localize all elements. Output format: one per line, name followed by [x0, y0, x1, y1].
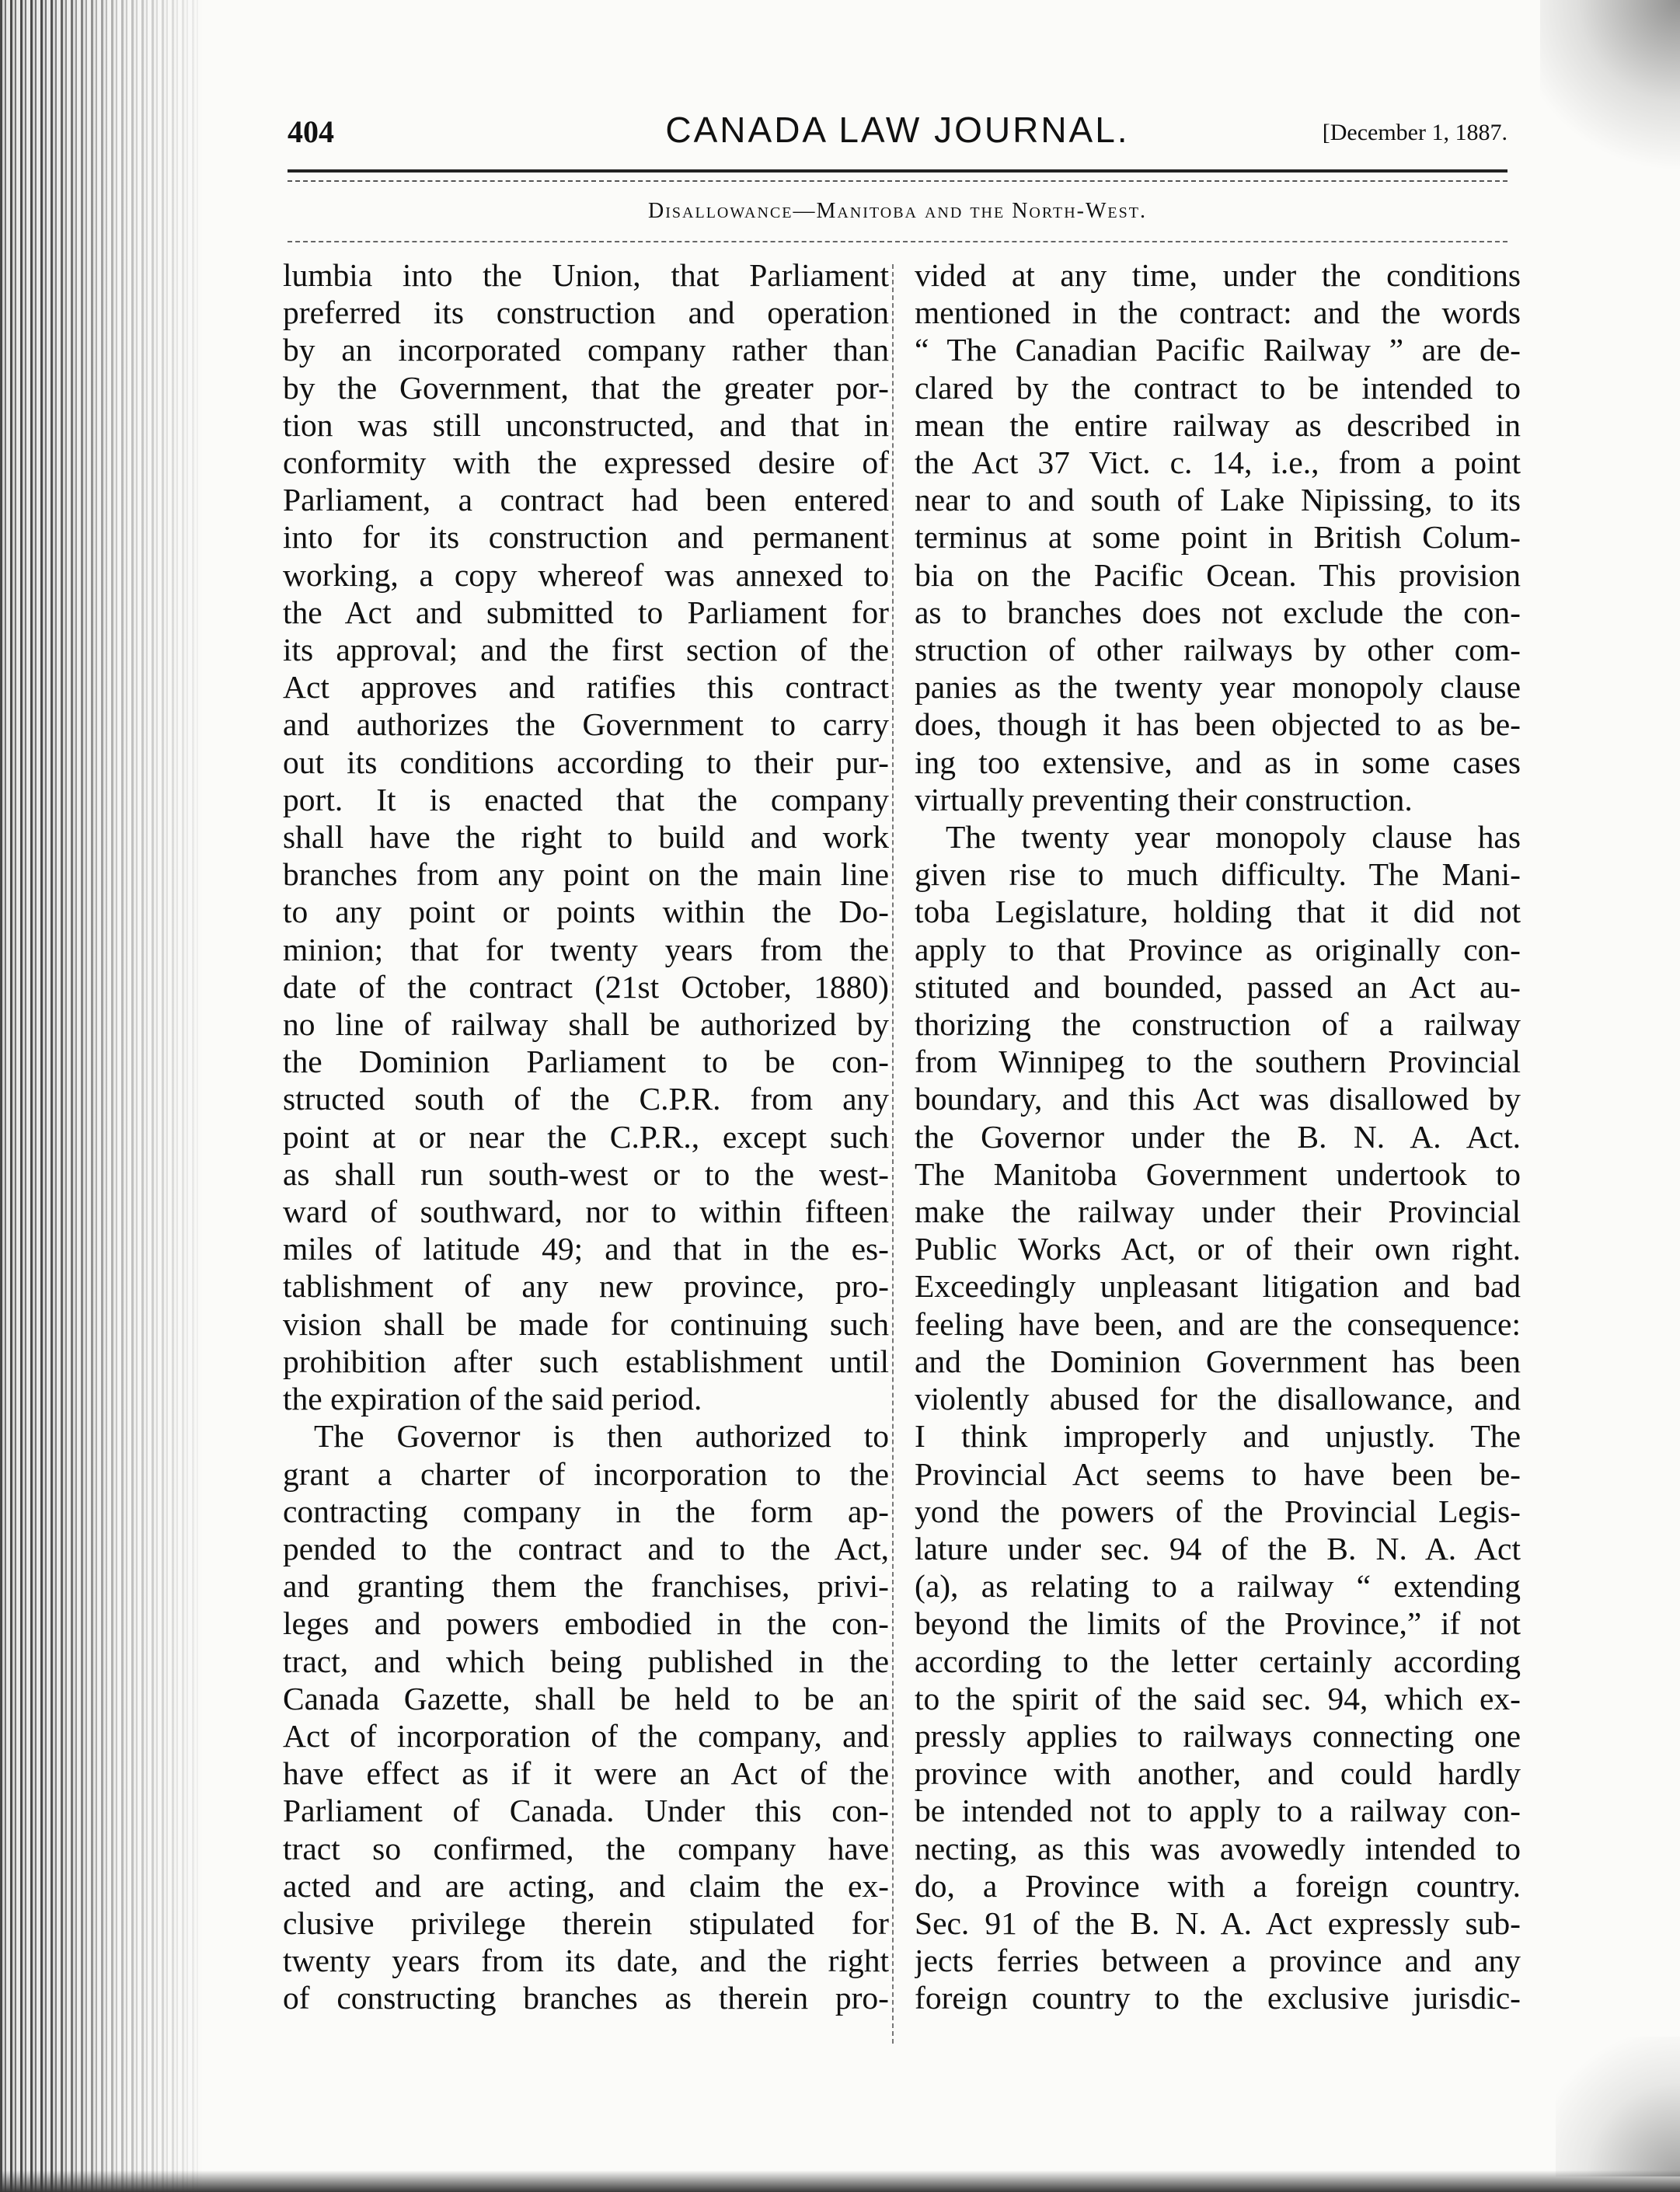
text-line: toba Legislature, holding that it did not: [915, 894, 1521, 930]
corner-scan-noise: [1540, 0, 1680, 179]
text-line: and granting them the franchises, privi-: [283, 1568, 889, 1605]
text-line: bia on the Pacific Ocean. This provision: [915, 556, 1521, 593]
text-line: branches from any point on the main line: [283, 856, 889, 893]
text-line: Exceedingly unpleasant litigation and bad: [915, 1268, 1521, 1305]
text-line: working, a copy whereof was annexed to: [283, 556, 889, 593]
text-line: and the Dominion Government has been: [915, 1343, 1521, 1379]
text-line: thorizing the construction of a railway: [915, 1006, 1521, 1043]
text-line: leges and powers embodied in the con-: [283, 1605, 889, 1642]
text-line: violently abused for the disallowance, and: [915, 1381, 1521, 1417]
text-line: Canada Gazette, shall be held to be an: [283, 1680, 889, 1716]
text-line: do, a Province with a foreign country.: [915, 1867, 1521, 1904]
journal-title: CANADA LAW JOURNAL.: [665, 110, 1130, 150]
text-line: structed south of the C.P.R. from any: [283, 1081, 889, 1117]
section-title: Disallowance—Manitoba and the North-West.: [648, 199, 1147, 223]
right-column: [915, 256, 1521, 2017]
text-line: panies as the twenty year monopoly clause: [915, 669, 1521, 706]
text-line: stituted and bounded, passed an Act au-: [915, 968, 1521, 1005]
text-line: province with another, and could hardly: [915, 1755, 1521, 1792]
text-line: and authorizes the Government to carry: [283, 706, 889, 743]
text-line: clusive privilege therein stipulated for: [283, 1904, 889, 1941]
text-line: date of the contract (21st October, 1880): [283, 968, 889, 1005]
text-line: tract, and which being published in the: [283, 1643, 889, 1679]
running-header: [288, 109, 1507, 163]
text-line: miles of latitude 49; and that in the es-: [283, 1231, 889, 1267]
text-line: its approval; and the first section of the: [283, 632, 889, 668]
text-line: Public Works Act, or of their own right.: [915, 1231, 1521, 1267]
page-bottom-edge: [0, 2170, 1680, 2192]
text-line: of constructing branches as therein pro-: [283, 1980, 889, 2016]
text-line: ward of southward, nor to within fifteen: [283, 1194, 889, 1230]
section-rule: [288, 241, 1507, 242]
text-line: Act of incorporation of the company, and: [283, 1717, 889, 1754]
text-line: lumbia into the Union, that Parliament: [283, 257, 889, 293]
corner-scan-noise-bottom: [1556, 2037, 1680, 2176]
text-line: as shall run south-west or to the west-: [283, 1155, 889, 1192]
header-rule: [288, 169, 1507, 182]
text-line: no line of railway shall be authorized by: [283, 1006, 889, 1043]
text-line: The twenty year monopoly clause has: [946, 819, 1521, 856]
text-line: port. It is enacted that the company: [283, 781, 889, 817]
text-line: prohibition after such establishment until: [283, 1343, 889, 1379]
text-line: the Act and submitted to Parliament for: [283, 594, 889, 630]
text-line: Sec. 91 of the B. N. A. Act expressly sub-: [915, 1904, 1521, 1941]
text-line: struction of other railways by other com-: [915, 632, 1521, 668]
text-line: Parliament of Canada. Under this con-: [283, 1793, 889, 1829]
text-line: as to branches does not exclude the con-: [915, 594, 1521, 630]
text-line: clared by the contract to be intended to: [915, 369, 1521, 406]
text-line: The Manitoba Government undertook to: [915, 1155, 1521, 1192]
text-line: pressly applies to railways connecting one: [915, 1717, 1521, 1754]
text-line: apply to that Province as originally con-: [915, 931, 1521, 967]
text-line: the Act 37 Vict. c. 14, i.e., from a point: [915, 444, 1521, 481]
text-line: ing too extensive, and as in some cases: [915, 744, 1521, 780]
text-line: tablishment of any new province, pro-: [283, 1268, 889, 1305]
text-line: acted and are acting, and claim the ex-: [283, 1867, 889, 1904]
text-line: given rise to much difficulty. The Mani-: [915, 856, 1521, 893]
text-line: tract so confirmed, the company have: [283, 1830, 889, 1866]
text-line: near to and south of Lake Nipissing, to its: [915, 482, 1521, 518]
text-line: beyond the limits of the Province,” if not: [915, 1605, 1521, 1642]
text-line: (a), as relating to a railway “ extending: [915, 1568, 1521, 1605]
text-line: the Governor under the B. N. A. Act.: [915, 1118, 1521, 1155]
text-line: tion was still unconstructed, and that in: [283, 406, 889, 443]
text-line: the expiration of the said period.: [283, 1381, 702, 1417]
text-line: from Winnipeg to the southern Provincial: [915, 1044, 1521, 1080]
text-line: have effect as if it were an Act of the: [283, 1755, 889, 1792]
text-line: necting, as this was avowedly intended to: [915, 1830, 1521, 1866]
text-line: grant a charter of incorporation to the: [283, 1455, 889, 1492]
text-line: foreign country to the exclusive jurisdic-: [915, 1980, 1521, 2016]
text-line: Provincial Act seems to have been be-: [915, 1455, 1521, 1492]
text-line: preferred its construction and operation: [283, 294, 889, 331]
text-line: to any point or points within the Do-: [283, 894, 889, 930]
text-line: be intended not to apply to a railway con-: [915, 1793, 1521, 1829]
text-line: feeling have been, and are the consequence:: [915, 1305, 1521, 1342]
text-line: conformity with the expressed desire of: [283, 444, 889, 481]
text-line: out its conditions according to their pur-: [283, 744, 889, 780]
text-line: lature under sec. 94 of the B. N. A. Act: [915, 1530, 1521, 1566]
text-line: shall have the right to build and work: [283, 819, 889, 856]
text-line: terminus at some point in British Colum-: [915, 519, 1521, 556]
text-line: to the spirit of the said sec. 94, which ex-: [915, 1680, 1521, 1716]
text-line: twenty years from its date, and the right: [283, 1943, 889, 1979]
issue-date: [December 1, 1887.: [1322, 120, 1507, 145]
text-line: I think improperly and unjustly. The: [915, 1418, 1521, 1455]
text-line: vided at any time, under the conditions: [915, 257, 1521, 293]
binding-fade: [47, 0, 218, 2192]
text-line: Parliament, a contract had been entered: [283, 482, 889, 518]
left-column: [283, 256, 889, 2017]
text-line: “ The Canadian Pacific Railway ” are de-: [915, 332, 1521, 368]
text-line: make the railway under their Provincial: [915, 1194, 1521, 1230]
page-number: 404: [288, 114, 334, 149]
text-line: vision shall be made for continuing such: [283, 1305, 889, 1342]
text-line: The Governor is then authorized to: [314, 1418, 889, 1455]
text-line: contracting company in the form ap-: [283, 1493, 889, 1529]
text-line: yond the powers of the Provincial Legis-: [915, 1493, 1521, 1529]
text-line: according to the letter certainly according: [915, 1643, 1521, 1679]
text-line: by the Government, that the greater por-: [283, 369, 889, 406]
text-line: jects ferries between a province and any: [915, 1943, 1521, 1979]
column-divider: [892, 264, 894, 2044]
text-line: virtually preventing their construction.: [915, 781, 1413, 817]
text-line: into for its construction and permanent: [283, 519, 889, 556]
text-line: pended to the contract and to the Act,: [283, 1530, 889, 1566]
text-line: does, though it has been objected to as be-: [915, 706, 1521, 743]
text-line: boundary, and this Act was disallowed by: [915, 1081, 1521, 1117]
text-line: point at or near the C.P.R., except such: [283, 1118, 889, 1155]
text-line: Act approves and ratifies this contract: [283, 669, 889, 706]
text-line: mentioned in the contract: and the words: [915, 294, 1521, 331]
text-line: the Dominion Parliament to be con-: [283, 1044, 889, 1080]
text-line: by an incorporated company rather than: [283, 332, 889, 368]
text-line: minion; that for twenty years from the: [283, 931, 889, 967]
text-line: mean the entire railway as described in: [915, 406, 1521, 443]
